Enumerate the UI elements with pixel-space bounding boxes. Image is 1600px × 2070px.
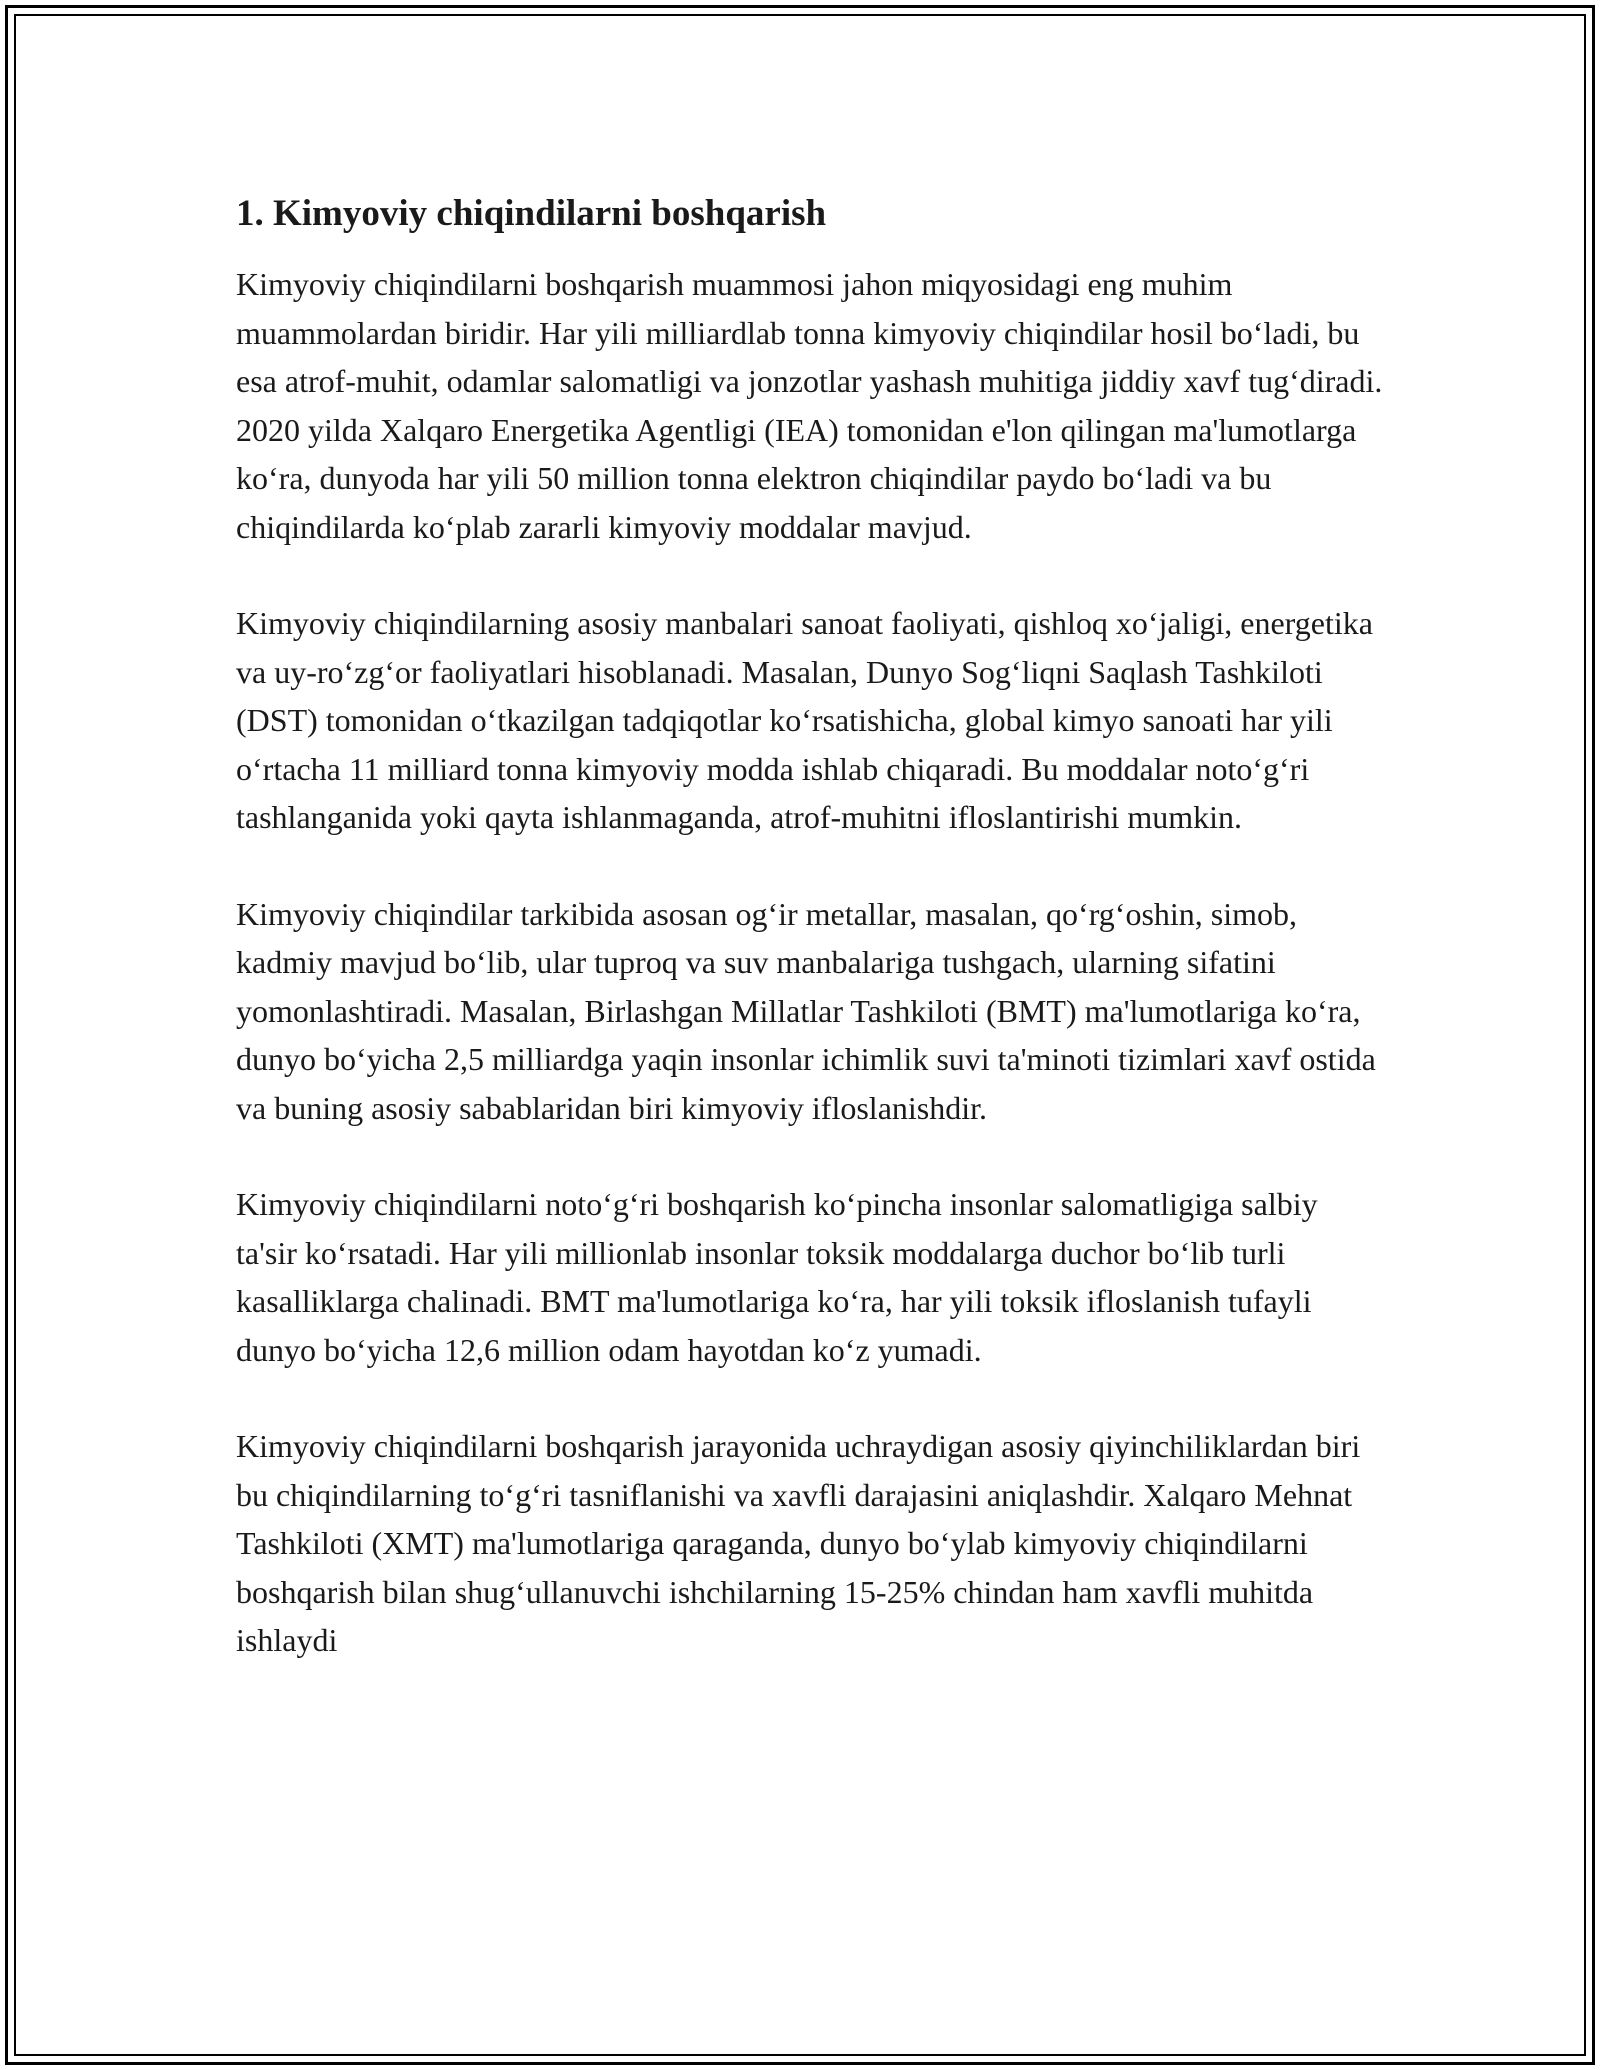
section-title: 1. Kimyoviy chiqindilarni boshqarish xyxy=(236,193,827,234)
paragraph-4: Kimyoviy chiqindilarni noto‘g‘ri boshqarish ko‘pincha insonlar salomatligiga salbiy ta'sir ko‘rsatadi. Har yili millionlab insonlar toksik moddalarga duchor bo‘lib turli kasalliklarga chalinadi. BMT ma'lumotlariga ko‘ra, har yili toksik ifloslanish tufayli dunyo bo‘yicha 12,6 million odam hayotdan ko‘z yumadi. xyxy=(236,1186,1318,1368)
paragraph-2: Kimyoviy chiqindilarning asosiy manbalari sanoat faoliyati, qishloq xo‘jaligi, energetika va uy-ro‘zg‘or faoliyatlari hisoblanadi. Masalan, Dunyo Sog‘liqni Saqlash Tashkiloti (DST) tomonidan o‘tkazilgan tadqiqotlar ko‘rsatishicha, global kimyo sanoati har yili o‘rtacha 11 milliard tonna kimyoviy modda ishlab chiqaradi. Bu moddalar noto‘g‘ri tashlanganida yoki qayta ishlanmaganda, atrof-muhitni ifloslantirishi mumkin. xyxy=(236,605,1373,835)
document-body xyxy=(236,188,1386,1665)
paragraph-5: Kimyoviy chiqindilarni boshqarish jarayonida uchraydigan asosiy qiyinchiliklardan biri bu chiqindilarning to‘g‘ri tasniflanishi va xavfli darajasini aniqlashdir. Xalqaro Mehnat Tashkiloti (XMT) ma'lumotlariga qaraganda, dunyo bo‘ylab kimyoviy chiqindilarni boshqarish bilan shug‘ullanuvchi ishchilarning 15-25% chindan ham xavfli muhitda ishlaydi xyxy=(236,1428,1361,1658)
paragraph-3: Kimyoviy chiqindilar tarkibida asosan og‘ir metallar, masalan, qo‘rg‘oshin, simob, kadmiy mavjud bo‘lib, ular tuproq va suv manbalariga tushgach, ularning sifatini yomonlashtiradi. Masalan, Birlashgan Millatlar Tashkiloti (BMT) ma'lumotlariga ko‘ra, dunyo bo‘yicha 2,5 milliardga yaqin insonlar ichimlik suvi ta'minoti tizimlari xavf ostida va buning asosiy sabablaridan biri kimyoviy ifloslanishdir. xyxy=(236,895,1376,1126)
paragraph-1: Kimyoviy chiqindilarni boshqarish muammosi jahon miqyosidagi eng muhim muammolardan biridir. Har yili milliardlab tonna kimyoviy chiqindilar hosil bo‘ladi, bu esa atrof-muhit, odamlar salomatligi va jonzotlar yashash muhitiga jiddiy xavf tug‘diradi. 2020 yilda Xalqaro Energetika Agentligi (IEA) tomonidan e'lon qilingan ma'lumotlarga ko‘ra, dunyoda har yili 50 million tonna elektron chiqindilar paydo bo‘ladi va bu chiqindilarda ko‘plab zararli kimyoviy moddalar mavjud. xyxy=(236,266,1383,545)
